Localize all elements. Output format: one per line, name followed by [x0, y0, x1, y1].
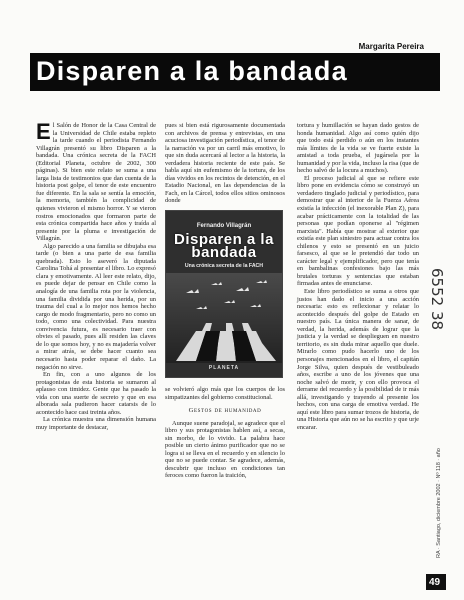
book-cover-publisher: PLANETA — [208, 365, 240, 371]
title-banner — [30, 53, 440, 91]
book-cover-author: Fernando Villagrán — [196, 223, 252, 229]
paragraph: tortura y humillación se hayan dado gestos de honda humanidad. Algo así como quién dijo que todo está perdido o aún en los instantes más límites de la vida se ve fuerte existe la amistad a toda prueba, el jugársela por la humanidad y por la vida, incluso la risa (que de hecho salvó de la locura a muchos). — [297, 122, 419, 175]
book-cover-title: Disparen a la bandada — [174, 231, 274, 261]
paragraph: El proceso judicial al que se refiere este libro pone en evidencia cómo se construyó un verdadero tinglado judicial y periodístico, para demostrar que al interior de la Fuerza Aérea existía la infección (el inexorable Plan Z), para acabar prácticamente con la totalidad de las personas que podían oponerse al "régimen marxista". Había que mostrar al exterior que existía este plan siniestro para actuar contra los chilenos y esto se presentó en un juicio farsesco, al que se le pretendió dar todo un carácter legal y ejemplificador, pero que tenía en bambalinas confesiones bajo las más brutales torturas y sentencias que estaban firmadas antes de enunciarse. — [297, 174, 419, 288]
paragraph: pues si bien está rigurosamente documentada con archivos de prensa y entrevistas, en una acuciosa investigación periodística, el tenor de la narración va por un carril más emotivo, lo que sin duda acercará al lector a la historia, la verdadera historia reciente de este país. Se habla aquí sin eufemismo de la tortura, de los días vividos en los recintos de detención, en el Estadio Nacional, en las dependencias de la Fach, en la Cárcel, todos ellos sitios ominosos donde — [165, 122, 285, 205]
footer-meta-text: RA · Santiago, diciembre 2002 · Nº 118 · año — [436, 448, 442, 558]
paragraph: se volvieró algo más que los cuerpos de los simpatizantes del gobierno constitucional. — [165, 386, 285, 401]
book-cover-artwork — [166, 273, 283, 363]
paragraph: Algo parecido a una familia se dibujaba esa tarde (o bien a una parte de esa familia quebrada). Esto lo aseveró la diputada Carolina Tohá al presentar el libro. Lo expresó clara y emotivamente. Al leer este relato, dijo, es puede dejar de pensar en Chile como la analogía de una familia rota por la violencia, una familia dividida por una herida, por un trauma del cual a lo mejor nos hemos hecho cargo de modo fragmentario, pero no como un todo, como una colectividad. Para nuestra convivencia futura, es necesario traer con obvies el pasado, pues allí residen las claves de lo que somos hoy, y no es majadería volver a mirar atrás, se debe hacer cuanto sea necesario hasta poder reparar el daño. La negación no sirve. — [36, 242, 156, 371]
section-heading: Gestos de humanidad — [188, 407, 262, 415]
paragraph: l Salón de Honor de la Casa Central de la Universidad de Chile estaba repleto la tarde cuando el periodista Fernando Villagrán presentó su libro Disparen a la bandada. Una crónica secreta de la FACH (Editorial Planeta, octubre de 2002, 300 páginas). Si bien este relato se suma a una larga lista de testimonios que dan cuenta de la historia post golpe, el tenor de este encuentro fue diferente. En la sala se sentía la emoción, la memoria, también la complicidad de quienes vivieron el mismo horror. Y se vieron rostros emocionados que formaron parte de esta crónica compartida hace años y traída al presente por la pluma e investigación de Villagrán. — [36, 122, 156, 243]
article-column-2-continued — [165, 386, 285, 480]
handwritten-annotation — [428, 268, 450, 358]
paragraph: La crónica muestra una dimensión humana muy importante de destacar, — [36, 416, 156, 431]
author-name: Margarita Pereira — [358, 42, 424, 51]
book-cover-subtitle: Una crónica secreta de la FACH — [184, 263, 264, 269]
paragraph: Aunque suene paradojal, se agradece que el libro y sus protagonistas hablen así, a secas, sin morbo, de lo vivido. La palabra hace posible un cierto ánimo purificador que no se logra si se lleva en el recuerdo y en silencio lo que no se puede contar. Se agradece, además, descubrir que incluso en condiciones tan feroces como fueron la traición, — [165, 419, 285, 480]
paragraph: En fin, con a uno algunos de los protagonistas de esta historia se sumaron al aplauso con timidez. Gente que ha pasado la vida con una suerte de secreto y que en esa alborada sala pudieron hacer catarsis de lo acontecido hace casi treinta años. — [36, 371, 156, 416]
handwritten-number: 6552 38 — [428, 268, 446, 331]
article-title: Disparen a la bandada — [36, 56, 348, 86]
article-column-3 — [297, 122, 419, 431]
drop-cap: E — [36, 119, 51, 144]
footer-meta — [436, 360, 448, 560]
article-column-2 — [165, 122, 285, 205]
page-number: 49 — [429, 577, 441, 588]
paragraph: Este libro periodístico se suma a otros que justos han dado el inicio a una acción necesaria: esto es reflexionar y relatar lo acontecido después del golpe de Estado en nuestro país. La única manera de sanar, de verdad, la herida, además de lograr que la justicia y la verdad se desplieguen en nuestro territorio, es sin duda mirar aquello que duele. Mirarlo como pudo hacerlo uno de los personajes mencionados en el libro, el capitán Jorge Silva, quien después de vestibuleado años, escribe a uno de los jóvenes que una noche salvó de morir, y con ello provoca el derrame del recuerdo y la posibilidad de ir más allá, investigando y trayendo al presente los hechos, con una carga de emotiva verdad. He aquí este libro para sumar trozos de historia, de una Historia que aún no se ha escrito y que urje encarar. — [297, 288, 419, 431]
article-column-1 — [36, 119, 156, 431]
book-cover-image — [165, 210, 283, 378]
